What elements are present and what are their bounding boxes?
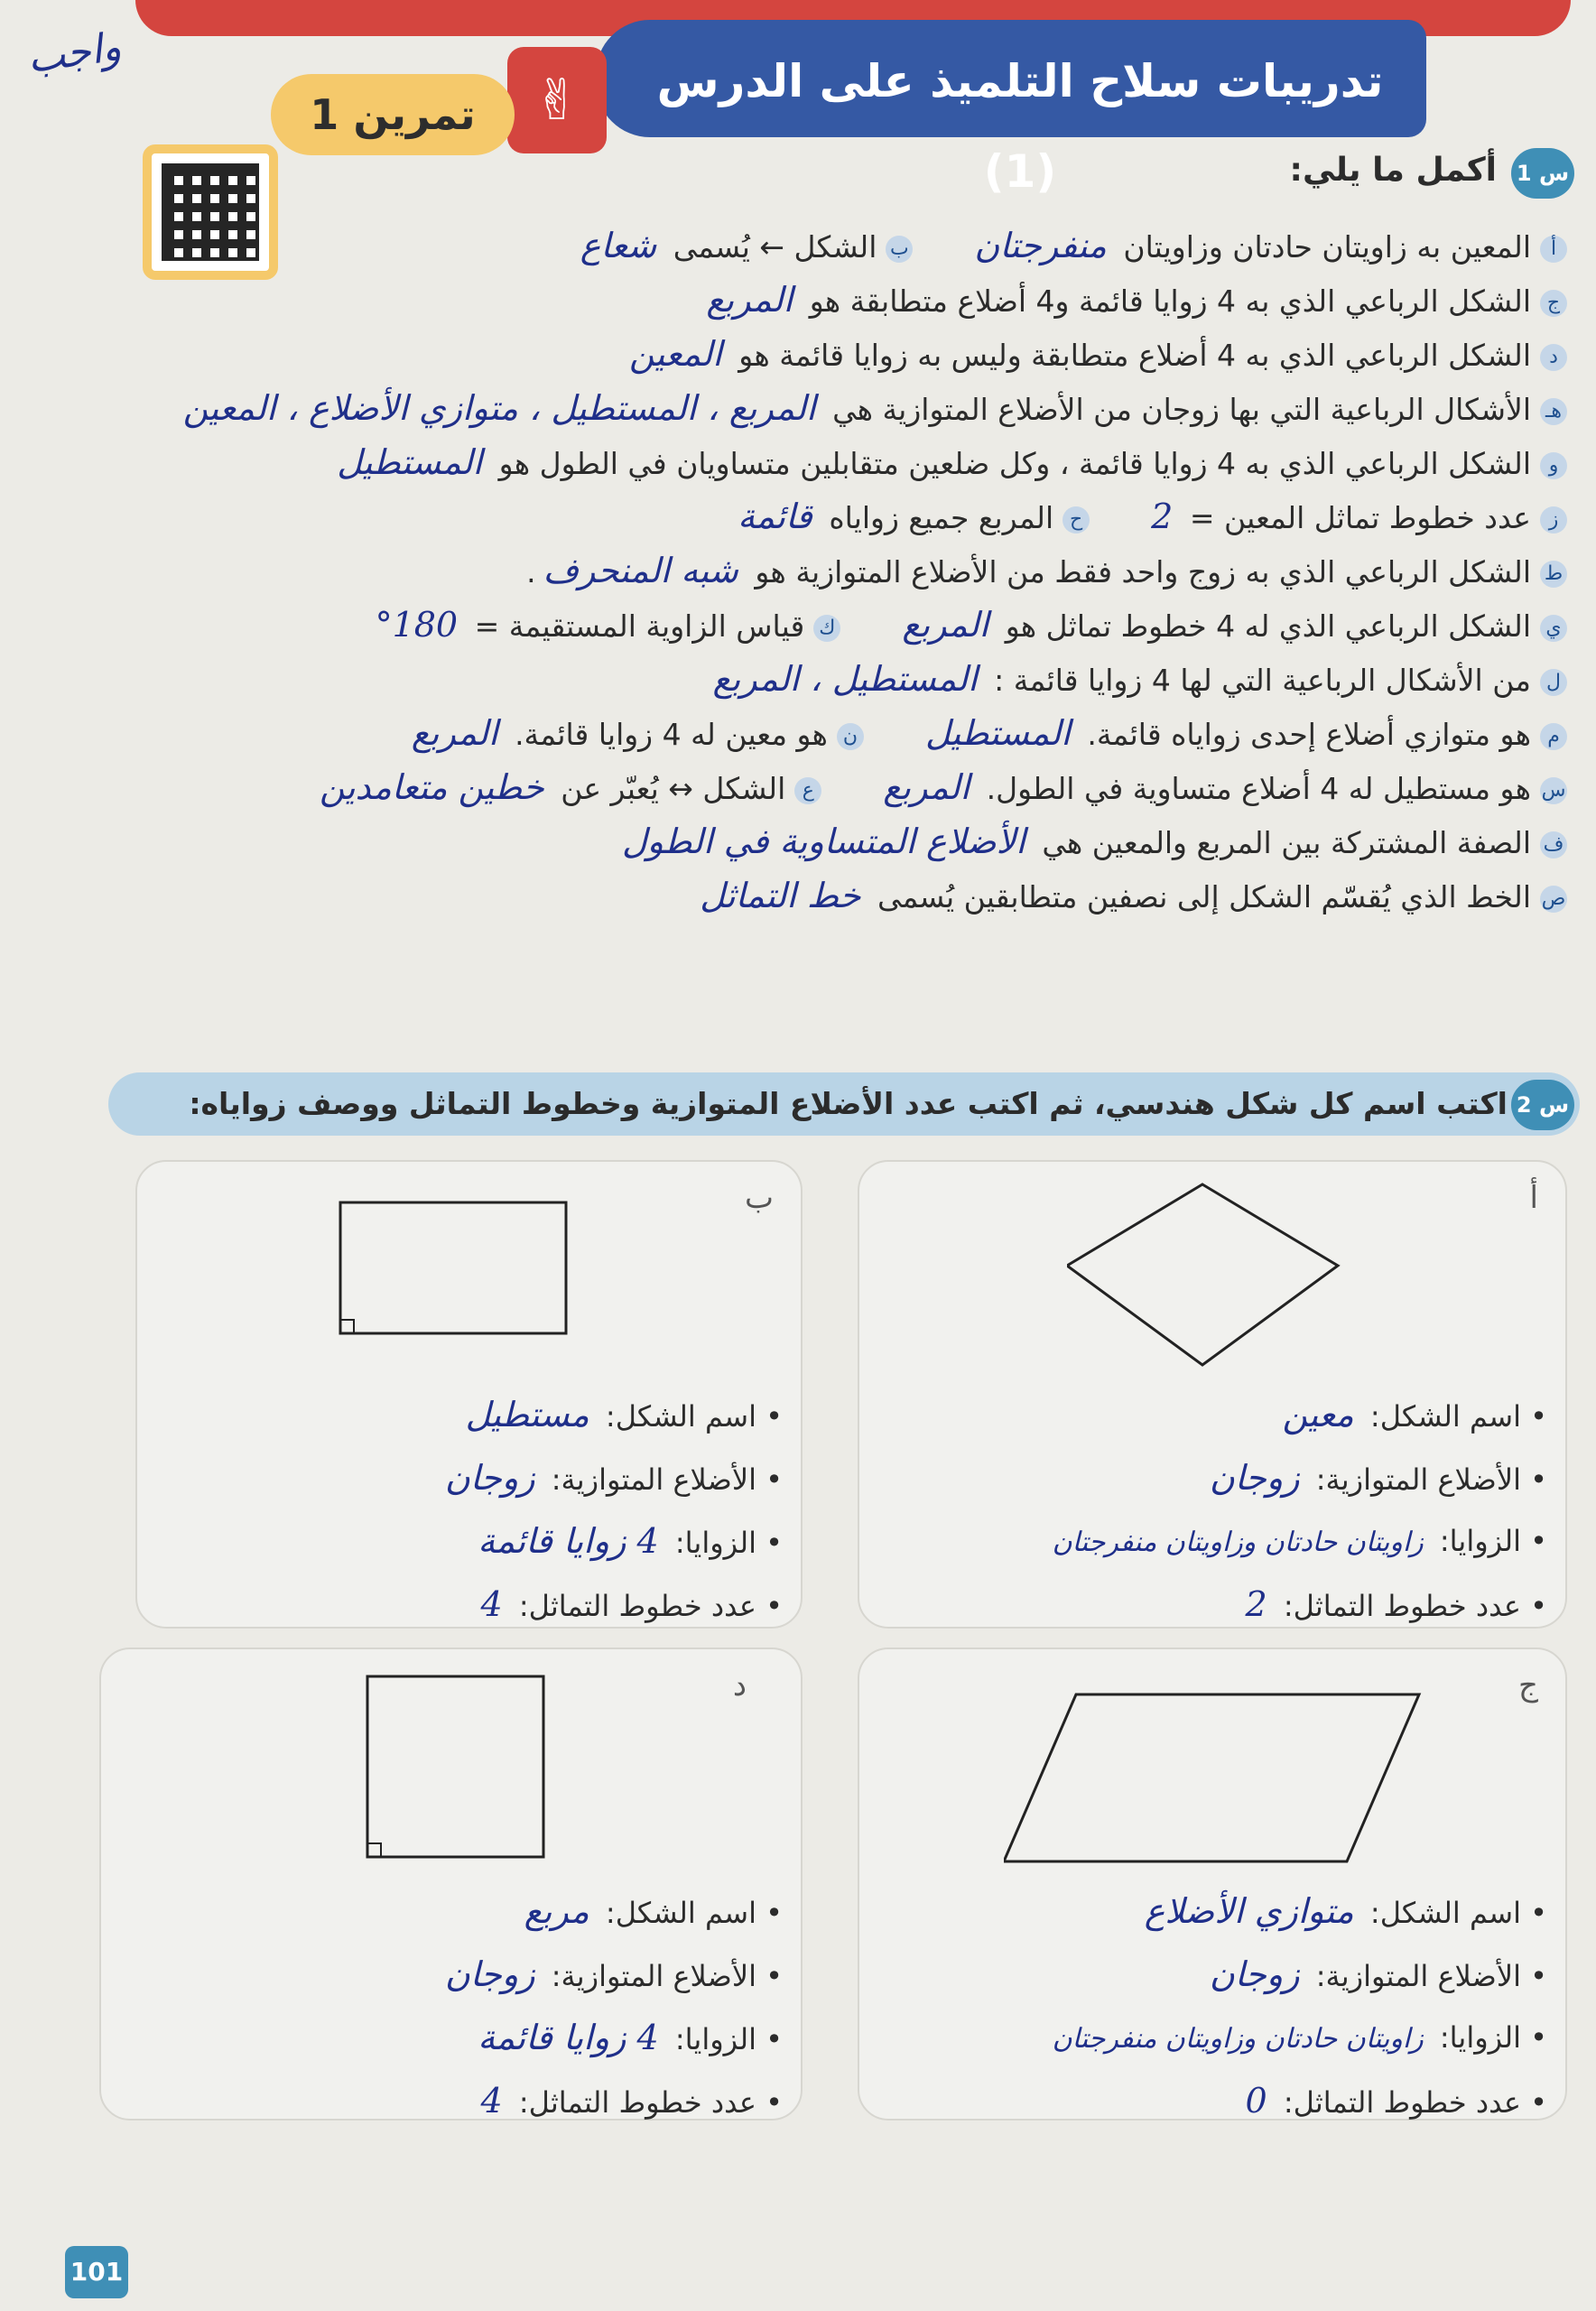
- row-label: اسم الشكل:: [605, 1896, 756, 1930]
- exercise-pill: [271, 74, 515, 155]
- card-rows: [160, 1383, 783, 1636]
- row-label: الأضلاع المتوازية:: [551, 1462, 756, 1497]
- card-rows: [133, 1879, 783, 2132]
- exercise-number: 1: [310, 90, 339, 139]
- row-name: • اسم الشكل: معين: [879, 1383, 1547, 1446]
- item-letter: هـ: [1540, 398, 1567, 425]
- row-parallel: • الأضلاع المتوازية: زوجان: [133, 1943, 783, 2006]
- answer-angles[interactable]: زاويتان حادتان وزاويتان منفرجتان: [1052, 1527, 1424, 1558]
- q2-badge: س 2: [1511, 1080, 1574, 1130]
- answer-name[interactable]: مستطيل: [465, 1395, 589, 1434]
- row-label: عدد خطوط التماثل:: [1283, 1589, 1521, 1623]
- answer-fill[interactable]: منفرجتان: [974, 226, 1107, 265]
- item-text: الشكل الرباعي الذي له 4 خطوط تماثل هو: [1005, 608, 1531, 644]
- item-letter: ع: [794, 777, 821, 804]
- q1-line: [42, 489, 1567, 543]
- item-letter: ن: [837, 723, 864, 750]
- item-text: الشكل ← يُسمى: [673, 229, 877, 265]
- item-text: هو مستطيل له 4 أضلاع متساوية في الطول.: [986, 771, 1531, 806]
- card-rows: [879, 1879, 1547, 2132]
- q1-line: [42, 381, 1567, 435]
- item-text: عدد خطوط تماثل المعين =: [1189, 500, 1531, 535]
- item-letter: ح: [1062, 506, 1090, 534]
- answer-parallel[interactable]: زوجان: [1209, 1458, 1300, 1498]
- card-letter: ج: [1518, 1667, 1538, 1703]
- item-letter: ف: [1540, 831, 1567, 859]
- page-title: تدريبات سلاح التلميذ على الدرس (1): [656, 55, 1384, 198]
- answer-fill[interactable]: المربع: [883, 767, 970, 807]
- q1-line: [42, 706, 1567, 760]
- item-letter: و: [1540, 452, 1567, 479]
- answer-fill[interactable]: المستطيل: [337, 442, 483, 482]
- card-letter: د: [732, 1667, 747, 1703]
- row-symmetry: • عدد خطوط التماثل: 0: [879, 2069, 1547, 2132]
- answer-fill[interactable]: الأضلاع المتساوية في الطول: [622, 821, 1025, 861]
- answer-symmetry[interactable]: 2: [1245, 1584, 1267, 1624]
- parallelogram-shape: [1004, 1685, 1437, 1875]
- answer-symmetry[interactable]: 4: [480, 2081, 503, 2121]
- row-parallel: • الأضلاع المتوازية: زوجان: [879, 1446, 1547, 1509]
- q1-line: [42, 218, 1567, 273]
- item-letter: ل: [1540, 669, 1567, 696]
- q2-instruction: اكتب اسم كل شكل هندسي، ثم اكتب عدد الأضلاع المتوازية وخطوط التماثل ووصف زواياه:: [189, 1086, 1508, 1121]
- rectangle-shape: [336, 1198, 580, 1351]
- row-angles: • الزوايا: زاويتان حادتان وزاويتان منفرجتان: [879, 2006, 1547, 2069]
- row-label: اسم الشكل:: [605, 1399, 756, 1434]
- row-symmetry: • عدد خطوط التماثل: 2: [879, 1573, 1547, 1636]
- card-letter: أ: [1529, 1180, 1538, 1216]
- item-letter: ب: [886, 236, 913, 263]
- handwritten-note: واجب: [24, 23, 125, 83]
- row-parallel: • الأضلاع المتوازية: زوجان: [879, 1943, 1547, 2006]
- item-letter: م: [1540, 723, 1567, 750]
- item-letter: ص: [1540, 886, 1567, 913]
- shape-card-c: [858, 1647, 1567, 2121]
- row-label: الزوايا:: [674, 2022, 756, 2056]
- answer-name[interactable]: مربع: [524, 1891, 589, 1931]
- row-name: • اسم الشكل: مربع: [133, 1879, 783, 1943]
- item-text: الشكل الرباعي الذي به 4 أضلاع متطابقة وليس به زوايا قائمة هو: [738, 338, 1531, 373]
- row-label: الزوايا:: [1439, 2020, 1521, 2055]
- item-letter: ي: [1540, 615, 1567, 642]
- row-label: اسم الشكل:: [1369, 1399, 1521, 1434]
- answer-fill[interactable]: المربع ، المستطيل ، متوازي الأضلاع ، المعين: [182, 388, 816, 428]
- answer-angles[interactable]: زاويتان حادتان وزاويتان منفرجتان: [1052, 2023, 1424, 2055]
- row-symmetry: • عدد خطوط التماثل: 4: [160, 1573, 783, 1636]
- answer-parallel[interactable]: زوجان: [444, 1458, 535, 1498]
- answer-parallel[interactable]: زوجان: [444, 1954, 535, 1994]
- answer-fill[interactable]: المستطيل ، المربع: [712, 659, 978, 699]
- row-angles: • الزوايا: 4 زوايا قائمة: [160, 1509, 783, 1573]
- shape-card-b: [135, 1160, 803, 1629]
- answer-fill[interactable]: 2: [1151, 497, 1174, 536]
- answer-fill[interactable]: 180°: [375, 605, 459, 645]
- row-label: عدد خطوط التماثل:: [518, 1589, 756, 1623]
- answer-fill[interactable]: المربع: [902, 605, 989, 645]
- row-name: • اسم الشكل: مستطيل: [160, 1383, 783, 1446]
- square-shape: [363, 1672, 552, 1879]
- item-letter: ط: [1540, 561, 1567, 588]
- row-symmetry: • عدد خطوط التماثل: 4: [133, 2069, 783, 2132]
- item-text: المعين به زاويتان حادتان وزاويتان: [1123, 229, 1531, 265]
- card-letter: ب: [744, 1180, 774, 1216]
- row-angles: • الزوايا: 4 زوايا قائمة: [133, 2006, 783, 2069]
- item-text: الشكل الرباعي الذي به 4 زوايا قائمة و4 أضلاع متطابقة هو: [809, 283, 1531, 319]
- item-text: المربع جميع زواياه: [829, 500, 1054, 535]
- answer-parallel[interactable]: زوجان: [1209, 1954, 1300, 1994]
- item-letter: د: [1540, 344, 1567, 371]
- item-text: الشكل الرباعي الذي به 4 زوايا قائمة ، وكل ضلعين متقابلين متساويان في الطول هو: [498, 446, 1531, 481]
- q1-line: [42, 273, 1567, 327]
- item-text: الأشكال الرباعية التي بها زوجان من الأضلاع المتوازية هي: [832, 392, 1531, 427]
- item-letter: أ: [1540, 236, 1567, 263]
- q1-instruction: أكمل ما يلي:: [1289, 152, 1497, 189]
- q1-line: [42, 814, 1567, 868]
- answer-fill[interactable]: شعاع: [580, 226, 657, 265]
- answer-fill[interactable]: المربع: [411, 713, 498, 753]
- row-label: الزوايا:: [1439, 1524, 1521, 1558]
- row-label: الأضلاع المتوازية:: [551, 1959, 756, 1993]
- item-text: من الأشكال الرباعية التي لها 4 زوايا قائمة :: [994, 663, 1531, 698]
- answer-fill[interactable]: المعين: [628, 334, 722, 374]
- rhombus-shape: [1067, 1171, 1356, 1378]
- item-text: الصفة المشتركة بين المربع والمعين هي: [1042, 825, 1531, 860]
- answer-fill[interactable]: شبه المنحرف: [543, 551, 738, 590]
- row-label: الأضلاع المتوازية:: [1315, 1462, 1521, 1497]
- row-name: • اسم الشكل: متوازي الأضلاع: [879, 1879, 1547, 1943]
- q1-line: [42, 652, 1567, 706]
- row-label: عدد خطوط التماثل:: [518, 2085, 756, 2120]
- item-text: قياس الزاوية المستقيمة =: [474, 608, 805, 644]
- answer-fill[interactable]: المربع: [706, 280, 793, 320]
- item-letter: ز: [1540, 506, 1567, 534]
- answer-name[interactable]: معين: [1282, 1395, 1354, 1434]
- mascot-icon: ✌: [507, 47, 607, 153]
- page-number: 101: [65, 2246, 128, 2298]
- q1-line: [42, 598, 1567, 652]
- item-text: هو معين له 4 زوايا قائمة.: [515, 717, 828, 752]
- card-rows: [879, 1383, 1547, 1636]
- row-parallel: • الأضلاع المتوازية: زوجان: [160, 1446, 783, 1509]
- answer-fill[interactable]: المستطيل: [924, 713, 1071, 753]
- item-letter: ج: [1540, 290, 1567, 317]
- answer-symmetry[interactable]: 4: [480, 1584, 503, 1624]
- row-label: الزوايا:: [674, 1526, 756, 1560]
- exercise-label: تمرين: [353, 90, 476, 139]
- q1-line: [42, 327, 1567, 381]
- answer-fill[interactable]: خط التماثل: [700, 876, 861, 915]
- item-text: هو متوازي أضلاع إحدى زواياه قائمة.: [1087, 717, 1531, 752]
- answer-fill[interactable]: خطين متعامدين: [320, 767, 544, 807]
- item-text: الشكل ↔ يُعبّر عن: [561, 771, 786, 806]
- shape-card-d: [99, 1647, 803, 2121]
- answer-angles[interactable]: 4 زوايا قائمة: [478, 2018, 659, 2057]
- row-label: عدد خطوط التماثل:: [1283, 2085, 1521, 2120]
- item-text-end: .: [526, 554, 536, 589]
- q1-line: [42, 760, 1567, 814]
- row-label: الأضلاع المتوازية:: [1315, 1959, 1521, 1993]
- item-text: الشكل الرباعي الذي به زوج واحد فقط من الأضلاع المتوازية هو: [755, 554, 1531, 589]
- answer-angles[interactable]: 4 زوايا قائمة: [478, 1521, 659, 1561]
- row-label: اسم الشكل:: [1369, 1896, 1521, 1930]
- q1-line: [42, 543, 1567, 598]
- answer-fill[interactable]: قائمة: [738, 497, 812, 536]
- answer-name[interactable]: متوازي الأضلاع: [1144, 1891, 1354, 1931]
- item-letter: ك: [813, 615, 840, 642]
- row-angles: • الزوايا: زاويتان حادتان وزاويتان منفرجتان: [879, 1509, 1547, 1573]
- q1-line: [42, 435, 1567, 489]
- shape-card-a: [858, 1160, 1567, 1629]
- item-text: الخط الذي يُقسّم الشكل إلى نصفين متطابقين يُسمى: [877, 879, 1531, 914]
- answer-symmetry[interactable]: 0: [1245, 2081, 1267, 2121]
- q1-badge: س 1: [1511, 148, 1574, 199]
- item-letter: س: [1540, 777, 1567, 804]
- q1-line: [42, 868, 1567, 923]
